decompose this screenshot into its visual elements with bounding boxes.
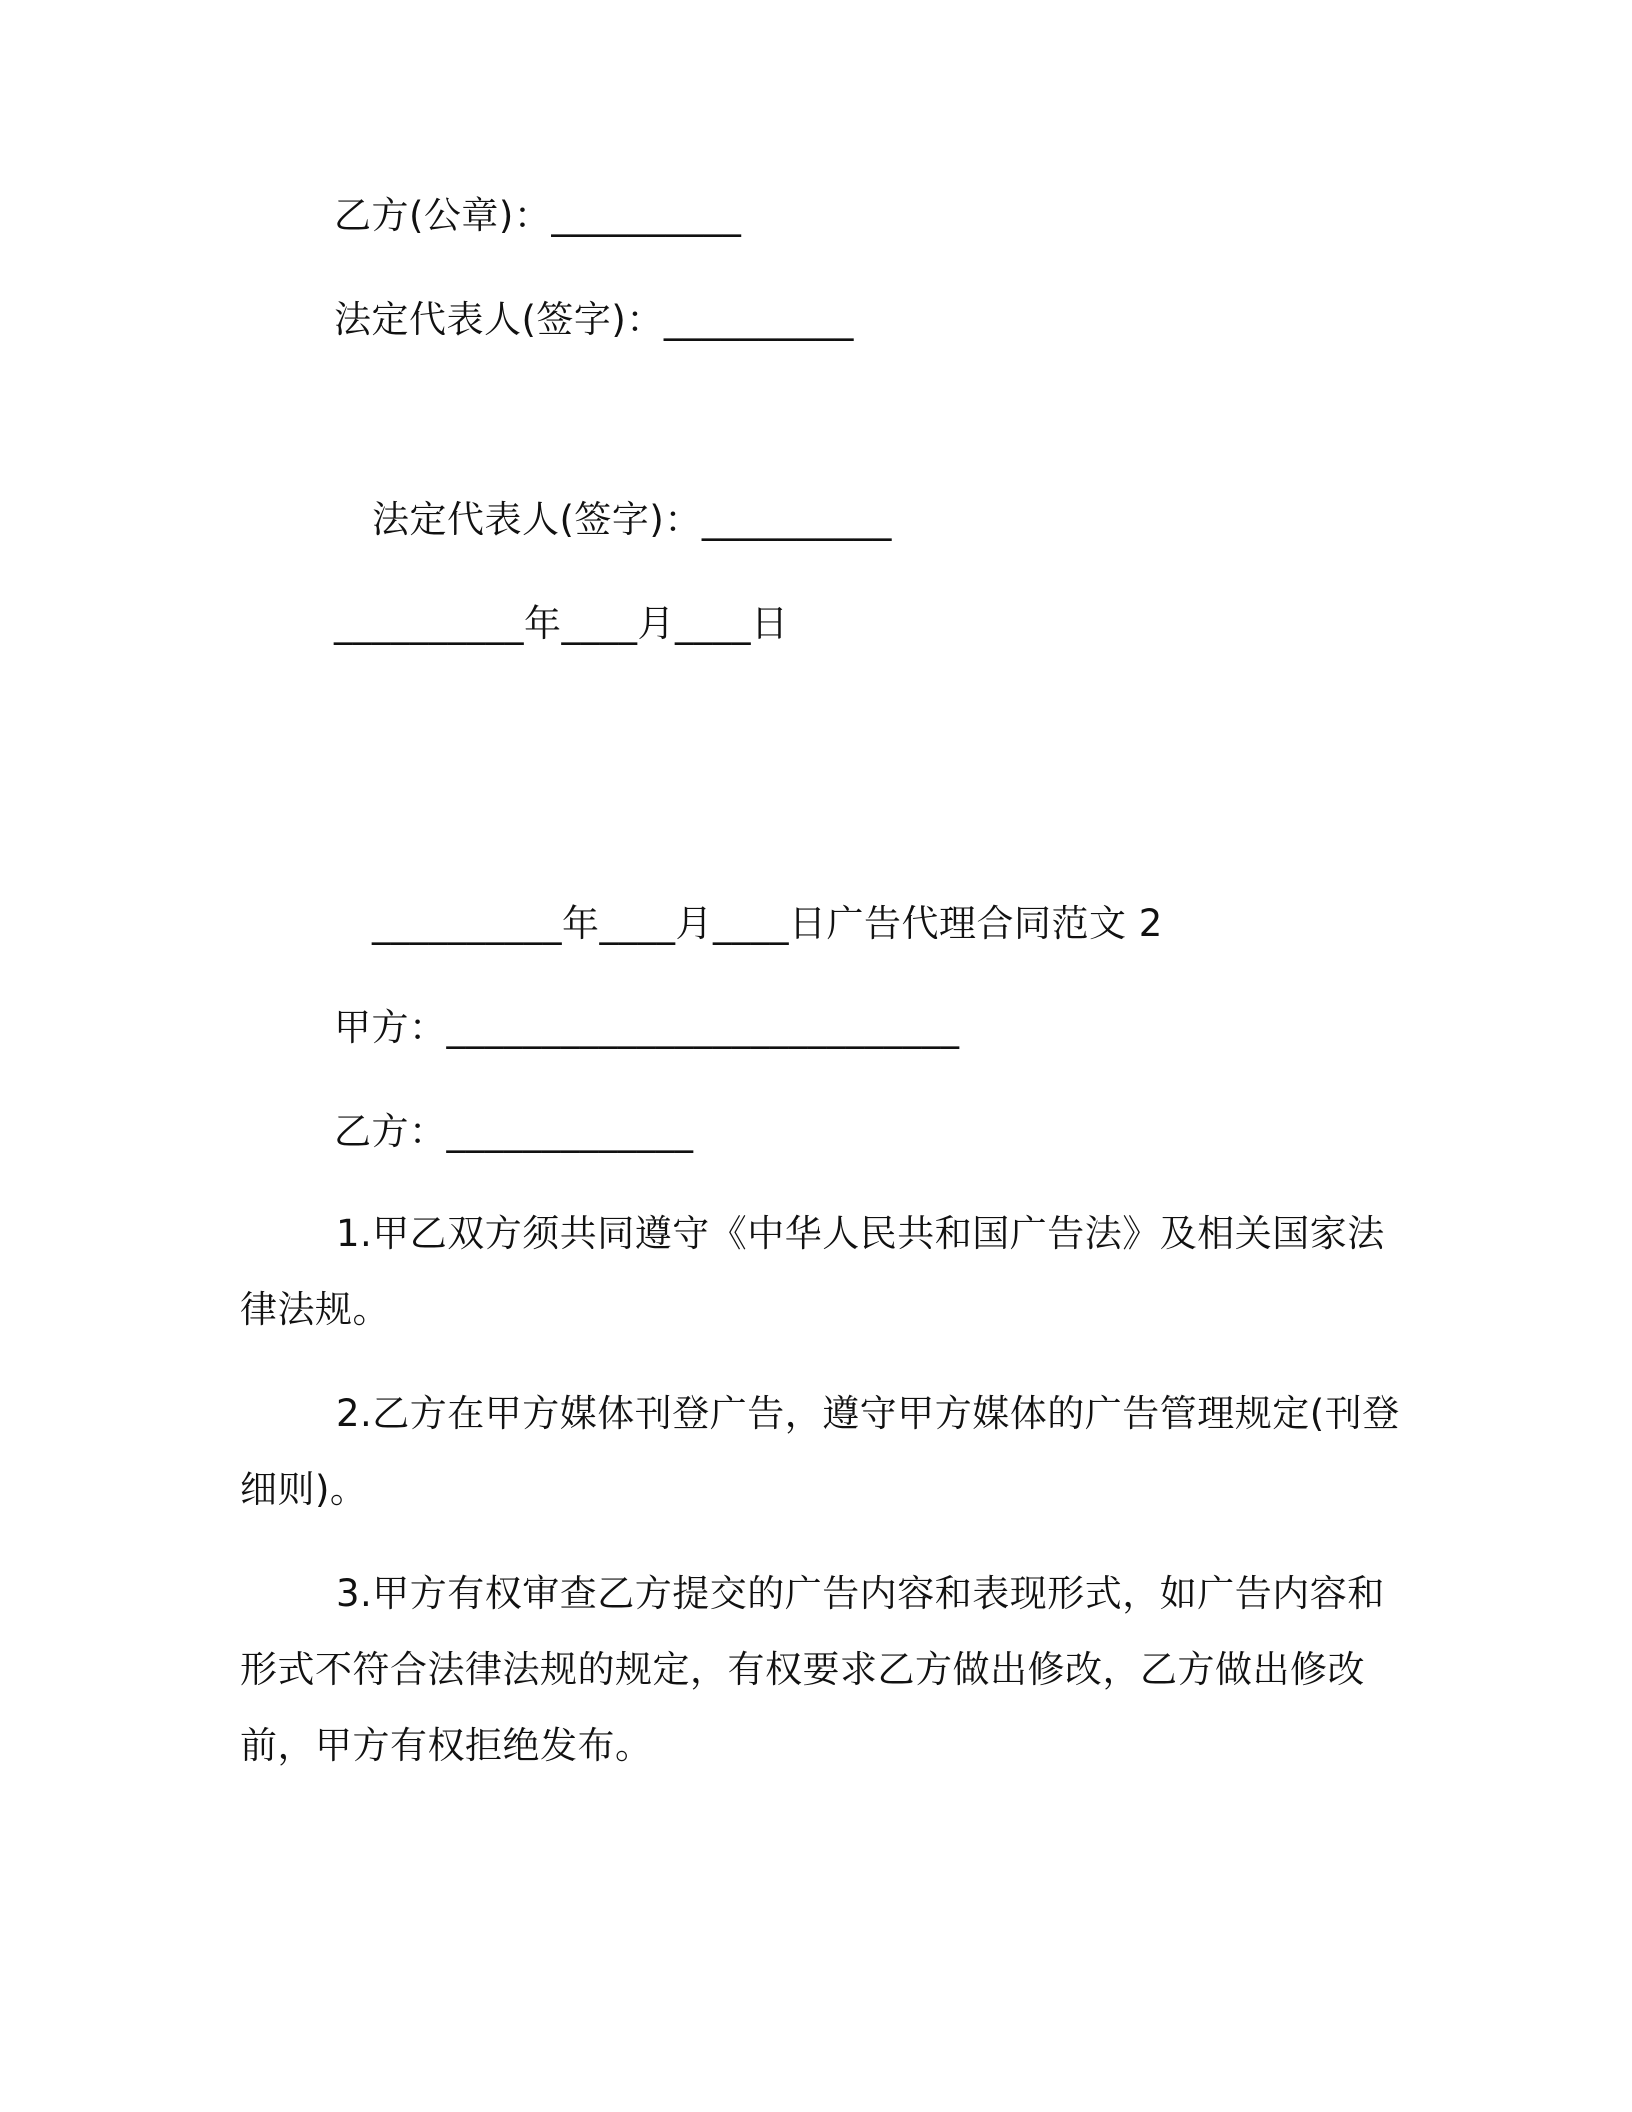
clause-1-continuation: 律法规。 <box>240 1288 390 1331</box>
party-a-line: 甲方：___________________________ <box>334 1006 960 1049</box>
legal-rep-signature-line-1: 法定代表人(签字)：__________ <box>334 298 854 341</box>
clause-1 <box>240 1196 1390 1348</box>
clause-2 <box>240 1376 1400 1528</box>
clause-2-continuation: 细则)。 <box>240 1468 368 1511</box>
legal-rep-signature-line-2: 法定代表人(签字)：__________ <box>372 498 892 541</box>
clause-3 <box>240 1556 1390 1784</box>
clause-1-first-line: 1.甲乙双方须共同遵守《中华人民共和国广告法》及相关国家法 <box>336 1212 1385 1255</box>
clause-3-continuation: 形式不符合法律法规的规定，有权要求乙方做出修改，乙方做出修改 <box>240 1648 1365 1691</box>
clause-3-first-line: 3.甲方有权审查乙方提交的广告内容和表现形式，如广告内容和 <box>336 1572 1385 1615</box>
date-line: __________年____月____日 <box>334 602 789 645</box>
clause-2-first-line: 2.乙方在甲方媒体刊登广告，遵守甲方媒体的广告管理规定(刊登 <box>336 1392 1400 1435</box>
contract-2-title: __________年____月____日广告代理合同范文 2 <box>372 902 1163 945</box>
clause-3-continuation: 前，甲方有权拒绝发布。 <box>240 1724 653 1767</box>
party-b-seal-line: 乙方(公章)：__________ <box>334 194 742 237</box>
party-b-line: 乙方：_____________ <box>334 1110 694 1153</box>
